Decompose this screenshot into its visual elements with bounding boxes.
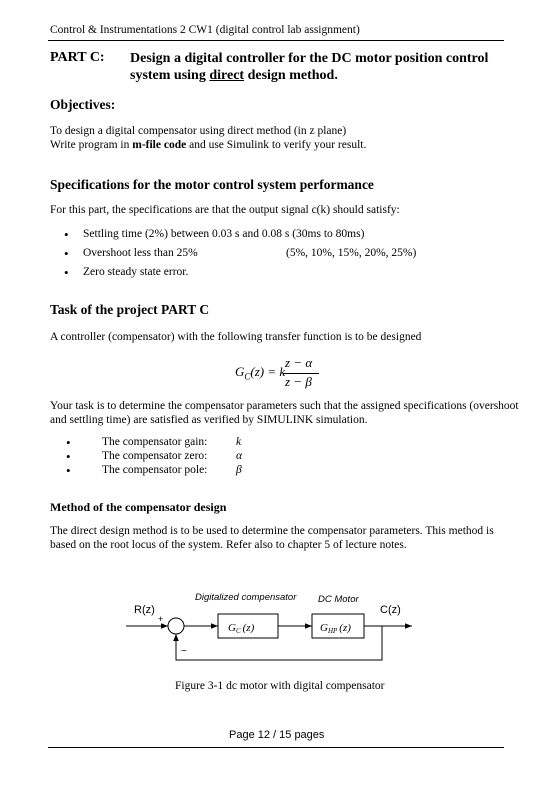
bullet-dot: • [66, 463, 71, 478]
part-title-underlined: direct [209, 68, 245, 83]
task-paragraph-line2: and settling time) are satisfied as verified by SIMULINK simulation. [50, 414, 368, 426]
objectives-line2-post: and use Simulink to verify your result. [186, 139, 367, 151]
param-label: The compensator pole: [102, 464, 208, 476]
output-label: C(z) [380, 604, 401, 616]
figure-caption: Figure 3-1 dc motor with digital compensator [175, 680, 385, 692]
task-intro: A controller (compensator) with the following transfer function is to be designed [50, 331, 422, 343]
objectives-line2-pre: Write program in [50, 139, 133, 151]
bullet-dot: • [66, 449, 71, 464]
part-title-line2 [130, 67, 510, 84]
task-paragraph-line1: Your task is to determine the compensator parameters such that the assigned specifications (overshoot [50, 400, 519, 412]
compensator-caption: Digitalized compensator [195, 592, 297, 603]
plus-sign: + [158, 614, 164, 624]
spec-item-text: Zero steady state error. [83, 266, 189, 278]
objectives-line2-bold: m-file code [132, 139, 187, 151]
param-symbol: β [236, 464, 242, 476]
motor-caption: DC Motor [318, 594, 359, 605]
part-title-post: design method. [244, 68, 338, 83]
equation-lhs [235, 364, 285, 382]
input-label: R(z) [134, 604, 155, 616]
method-heading: Method of the compensator design [50, 500, 227, 514]
bullet-dot: • [64, 246, 69, 261]
spec-item-note: (5%, 10%, 15%, 20%, 25%) [286, 247, 417, 259]
part-label: PART C: [50, 50, 105, 65]
minus-sign: − [181, 646, 187, 657]
equation-arg: (z) = k [250, 364, 286, 379]
spec-item-text: Overshoot less than 25% [83, 247, 198, 259]
method-line2: based on the root locus of the system. Refer also to chapter 5 of lecture notes. [50, 539, 407, 551]
task-heading: Task of the project PART C [50, 302, 210, 317]
footer-rule [48, 747, 504, 748]
summing-junction [168, 618, 184, 634]
bullet-dot: • [66, 435, 71, 450]
spec-item-text: Settling time (2%) between 0.03 s and 0.08 s (30ms to 80ms) [83, 228, 365, 240]
part-title-pre: system using [130, 68, 210, 83]
part-title-line1: Design a digital controller for the DC motor position control [130, 51, 489, 66]
param-symbol: k [236, 436, 242, 448]
equation-numerator: z − α [285, 355, 313, 370]
param-label: The compensator gain: [102, 436, 208, 448]
equation-sub: C [244, 371, 251, 382]
specs-heading: Specifications for the motor control system performance [50, 177, 374, 192]
method-line1: The direct design method is to be used to determine the compensator parameters. This method is [50, 525, 494, 537]
header-rule [48, 40, 504, 41]
running-header: Control & Instrumentations 2 CW1 (digital control lab assignment) [50, 24, 360, 36]
objectives-heading: Objectives: [50, 97, 116, 112]
page-number: Page 12 / 15 pages [229, 729, 325, 741]
equation-g: G [235, 364, 245, 379]
specs-intro: For this part, the specifications are that the output signal c(k) should satisfy: [50, 204, 400, 216]
bullet-dot: • [64, 265, 69, 280]
block-diagram [0, 580, 552, 670]
equation-denominator: z − β [285, 374, 312, 389]
bullet-dot: • [64, 227, 69, 242]
compensator-block-label: GC (z) [228, 622, 255, 635]
param-symbol: α [236, 450, 243, 462]
param-label: The compensator zero: [102, 450, 208, 462]
transfer-function-equation [235, 355, 355, 390]
motor-block-label: GHP (z) [320, 622, 351, 635]
objectives-line1: To design a digital compensator using direct method (in z plane) [50, 125, 347, 137]
feedback-path [176, 626, 382, 660]
objectives-line2 [50, 138, 366, 152]
part-title [130, 50, 510, 84]
